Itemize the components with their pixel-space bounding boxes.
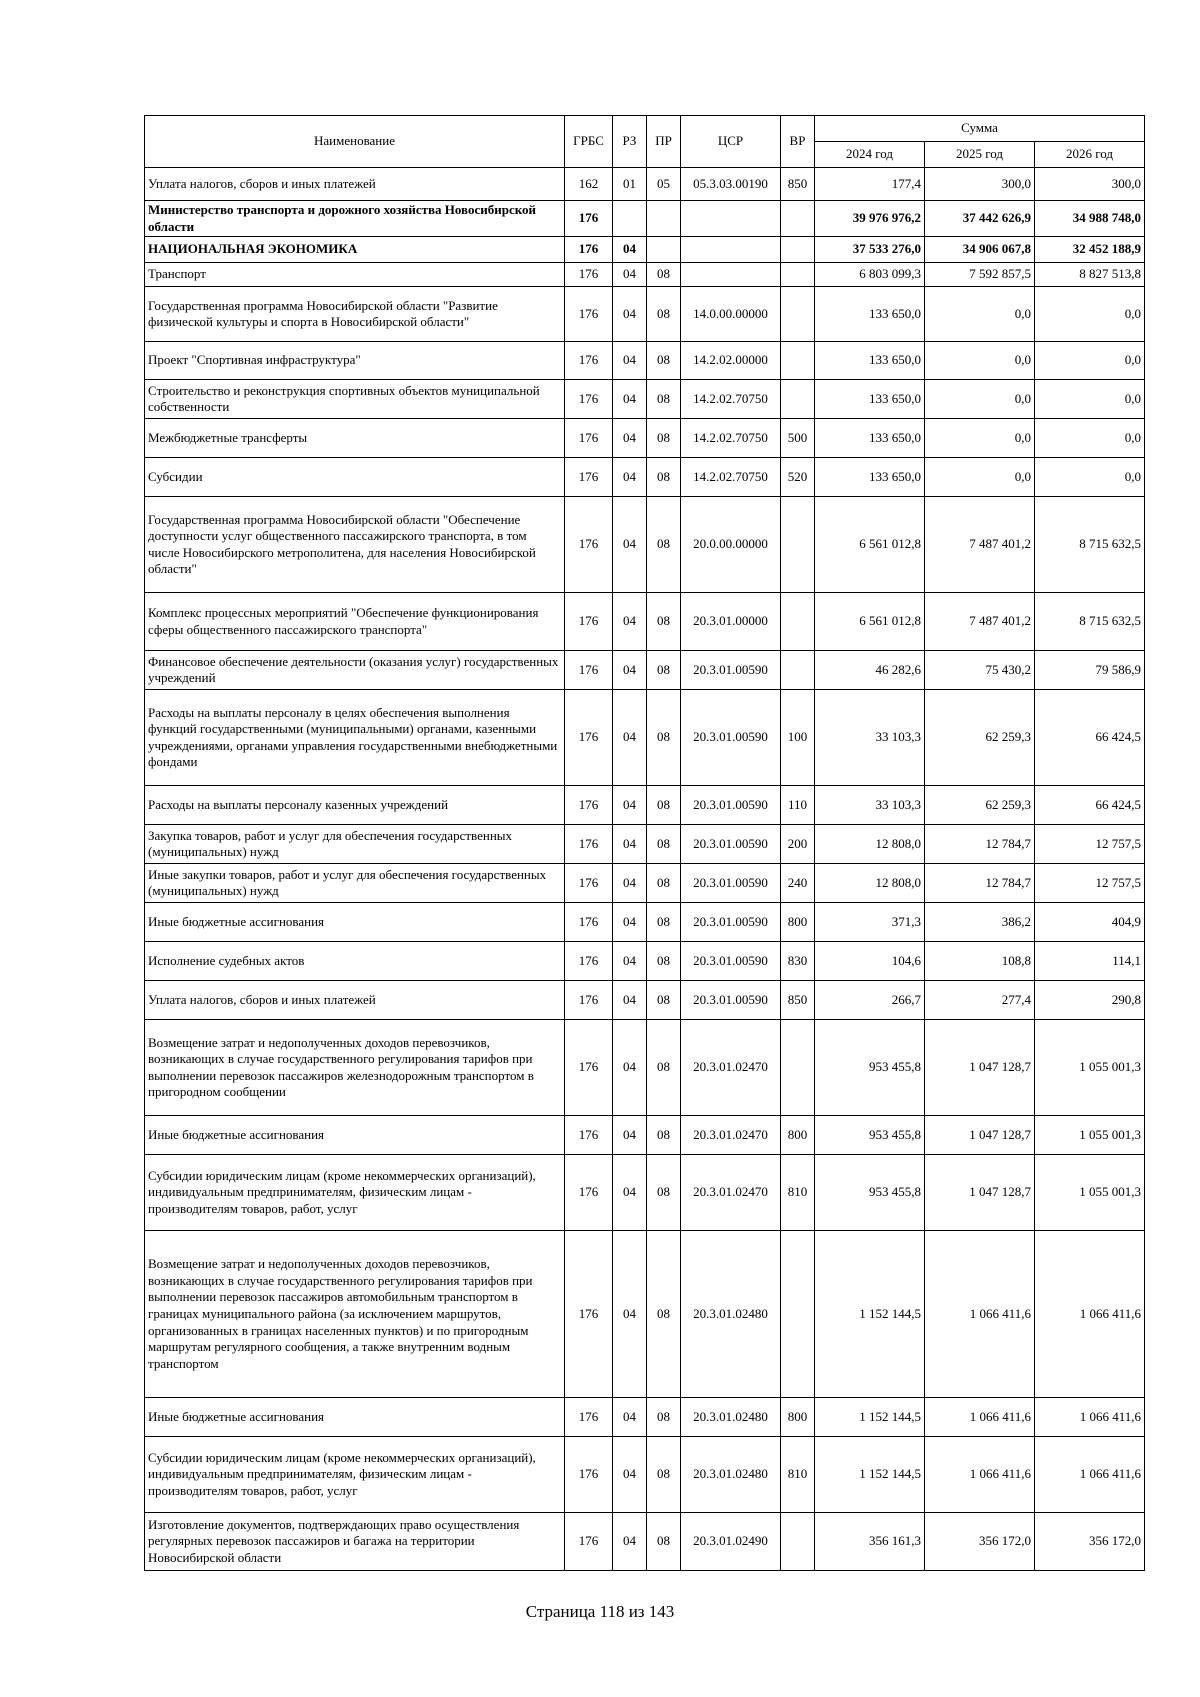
table-row bbox=[145, 942, 1145, 981]
cell-vr: 850 bbox=[781, 981, 815, 1020]
cell-csr: 20.3.01.00590 bbox=[681, 864, 781, 903]
cell-pr: 08 bbox=[647, 942, 681, 981]
cell-y2024: 33 103,3 bbox=[815, 690, 925, 786]
cell-rz: 04 bbox=[613, 942, 647, 981]
cell-y2024: 371,3 bbox=[815, 903, 925, 942]
cell-name: Проект "Спортивная инфраструктура" bbox=[145, 342, 565, 380]
cell-vr: 110 bbox=[781, 786, 815, 825]
cell-y2026: 32 452 188,9 bbox=[1035, 237, 1145, 263]
cell-y2025: 1 047 128,7 bbox=[925, 1020, 1035, 1116]
cell-y2024: 39 976 976,2 bbox=[815, 201, 925, 237]
cell-y2024: 133 650,0 bbox=[815, 458, 925, 497]
cell-pr: 08 bbox=[647, 786, 681, 825]
cell-y2025: 0,0 bbox=[925, 380, 1035, 419]
cell-pr: 08 bbox=[647, 1398, 681, 1437]
table-row bbox=[145, 690, 1145, 786]
cell-csr: 20.3.01.00590 bbox=[681, 942, 781, 981]
cell-y2024: 6 803 099,3 bbox=[815, 263, 925, 287]
table-row bbox=[145, 651, 1145, 690]
cell-csr: 20.3.01.00000 bbox=[681, 593, 781, 651]
cell-y2026: 79 586,9 bbox=[1035, 651, 1145, 690]
cell-name: Комплекс процессных мероприятий "Обеспечение функционирования сферы общественного пассажирского транспорта" bbox=[145, 593, 565, 651]
cell-rz: 04 bbox=[613, 237, 647, 263]
cell-y2024: 12 808,0 bbox=[815, 864, 925, 903]
cell-pr: 08 bbox=[647, 497, 681, 593]
cell-vr: 800 bbox=[781, 903, 815, 942]
cell-csr: 14.2.02.00000 bbox=[681, 342, 781, 380]
cell-rz: 04 bbox=[613, 903, 647, 942]
cell-rz: 04 bbox=[613, 825, 647, 864]
cell-y2026: 12 757,5 bbox=[1035, 825, 1145, 864]
cell-csr: 20.0.00.00000 bbox=[681, 497, 781, 593]
cell-y2025: 0,0 bbox=[925, 342, 1035, 380]
header-rz: РЗ bbox=[613, 116, 647, 168]
cell-grbs: 176 bbox=[565, 903, 613, 942]
cell-grbs: 176 bbox=[565, 1155, 613, 1231]
table-row bbox=[145, 380, 1145, 419]
cell-rz: 04 bbox=[613, 1398, 647, 1437]
cell-vr bbox=[781, 287, 815, 342]
cell-csr: 20.3.01.00590 bbox=[681, 825, 781, 864]
cell-pr: 08 bbox=[647, 1513, 681, 1571]
cell-rz: 04 bbox=[613, 342, 647, 380]
cell-y2026: 0,0 bbox=[1035, 419, 1145, 458]
cell-vr: 830 bbox=[781, 942, 815, 981]
cell-pr: 08 bbox=[647, 287, 681, 342]
cell-csr: 14.2.02.70750 bbox=[681, 380, 781, 419]
cell-y2026: 1 055 001,3 bbox=[1035, 1155, 1145, 1231]
cell-y2026: 1 055 001,3 bbox=[1035, 1116, 1145, 1155]
cell-y2024: 12 808,0 bbox=[815, 825, 925, 864]
cell-y2025: 34 906 067,8 bbox=[925, 237, 1035, 263]
cell-grbs: 176 bbox=[565, 1116, 613, 1155]
cell-y2024: 953 455,8 bbox=[815, 1116, 925, 1155]
table-row bbox=[145, 1155, 1145, 1231]
cell-grbs: 176 bbox=[565, 1020, 613, 1116]
cell-y2026: 356 172,0 bbox=[1035, 1513, 1145, 1571]
cell-pr: 08 bbox=[647, 903, 681, 942]
table-row bbox=[145, 903, 1145, 942]
cell-rz: 04 bbox=[613, 1513, 647, 1571]
cell-vr bbox=[781, 201, 815, 237]
cell-csr bbox=[681, 201, 781, 237]
cell-y2025: 300,0 bbox=[925, 168, 1035, 201]
cell-name: Субсидии юридическим лицам (кроме некоммерческих организаций), индивидуальным предпринимателям, физическим лицам - производителям товаров, работ, услуг bbox=[145, 1155, 565, 1231]
cell-grbs: 176 bbox=[565, 1513, 613, 1571]
cell-csr: 20.3.01.02480 bbox=[681, 1231, 781, 1398]
cell-csr: 20.3.01.00590 bbox=[681, 981, 781, 1020]
cell-grbs: 176 bbox=[565, 1231, 613, 1398]
cell-pr: 08 bbox=[647, 342, 681, 380]
cell-vr bbox=[781, 1513, 815, 1571]
cell-name: Исполнение судебных актов bbox=[145, 942, 565, 981]
header-year-2026: 2026 год bbox=[1035, 142, 1145, 168]
cell-rz: 04 bbox=[613, 690, 647, 786]
cell-y2024: 953 455,8 bbox=[815, 1020, 925, 1116]
cell-vr: 800 bbox=[781, 1116, 815, 1155]
cell-y2025: 1 066 411,6 bbox=[925, 1437, 1035, 1513]
cell-rz: 04 bbox=[613, 786, 647, 825]
cell-vr bbox=[781, 651, 815, 690]
cell-csr: 20.3.01.02470 bbox=[681, 1155, 781, 1231]
cell-y2024: 33 103,3 bbox=[815, 786, 925, 825]
cell-vr bbox=[781, 342, 815, 380]
cell-csr bbox=[681, 263, 781, 287]
cell-name: Возмещение затрат и недополученных доходов перевозчиков, возникающих в случае государственного регулирования тарифов при выполнении перевозок пассажиров железнодорожным транспортом в пригородном сообщении bbox=[145, 1020, 565, 1116]
cell-vr: 810 bbox=[781, 1437, 815, 1513]
cell-pr: 08 bbox=[647, 825, 681, 864]
cell-grbs: 176 bbox=[565, 825, 613, 864]
cell-grbs: 162 bbox=[565, 168, 613, 201]
cell-pr: 08 bbox=[647, 419, 681, 458]
table-row bbox=[145, 1231, 1145, 1398]
cell-csr: 20.3.01.02470 bbox=[681, 1020, 781, 1116]
cell-grbs: 176 bbox=[565, 981, 613, 1020]
table-row bbox=[145, 1116, 1145, 1155]
header-year-2024: 2024 год bbox=[815, 142, 925, 168]
cell-name: Возмещение затрат и недополученных доходов перевозчиков, возникающих в случае государственного регулирования тарифов при выполнении перевозок пассажиров автомобильным транспортом в границах муниципального района (за исключением маршрутов, организованных в границах населенных пунктов) и по пригородным маршрутам регулярного сообщения, а также внутренним водным транспортом bbox=[145, 1231, 565, 1398]
table-row bbox=[145, 1513, 1145, 1571]
cell-y2024: 177,4 bbox=[815, 168, 925, 201]
cell-y2025: 108,8 bbox=[925, 942, 1035, 981]
cell-name: Расходы на выплаты персоналу в целях обеспечения выполнения функций государственными (муниципальными) органами, казенными учреждениями, органами управления государственными внебюджетными фондами bbox=[145, 690, 565, 786]
header-sum: Сумма bbox=[815, 116, 1145, 142]
cell-y2026: 1 055 001,3 bbox=[1035, 1020, 1145, 1116]
cell-y2026: 0,0 bbox=[1035, 342, 1145, 380]
cell-y2026: 0,0 bbox=[1035, 380, 1145, 419]
cell-rz: 04 bbox=[613, 1437, 647, 1513]
cell-grbs: 176 bbox=[565, 497, 613, 593]
cell-y2025: 0,0 bbox=[925, 419, 1035, 458]
cell-y2026: 66 424,5 bbox=[1035, 690, 1145, 786]
cell-rz: 04 bbox=[613, 380, 647, 419]
cell-rz: 04 bbox=[613, 1155, 647, 1231]
cell-grbs: 176 bbox=[565, 864, 613, 903]
cell-y2026: 1 066 411,6 bbox=[1035, 1437, 1145, 1513]
cell-pr: 08 bbox=[647, 1020, 681, 1116]
cell-grbs: 176 bbox=[565, 942, 613, 981]
cell-rz: 04 bbox=[613, 497, 647, 593]
cell-y2026: 1 066 411,6 bbox=[1035, 1231, 1145, 1398]
cell-grbs: 176 bbox=[565, 690, 613, 786]
cell-csr: 14.0.00.00000 bbox=[681, 287, 781, 342]
cell-vr: 810 bbox=[781, 1155, 815, 1231]
cell-y2024: 46 282,6 bbox=[815, 651, 925, 690]
cell-y2025: 75 430,2 bbox=[925, 651, 1035, 690]
table-row bbox=[145, 342, 1145, 380]
cell-grbs: 176 bbox=[565, 287, 613, 342]
cell-vr: 850 bbox=[781, 168, 815, 201]
header-vr: ВР bbox=[781, 116, 815, 168]
cell-y2024: 133 650,0 bbox=[815, 342, 925, 380]
cell-rz: 04 bbox=[613, 593, 647, 651]
cell-grbs: 176 bbox=[565, 593, 613, 651]
cell-pr: 08 bbox=[647, 263, 681, 287]
cell-vr bbox=[781, 380, 815, 419]
cell-y2026: 0,0 bbox=[1035, 287, 1145, 342]
table-row bbox=[145, 237, 1145, 263]
header-name: Наименование bbox=[145, 116, 565, 168]
cell-rz: 04 bbox=[613, 981, 647, 1020]
cell-name: Иные бюджетные ассигнования bbox=[145, 1398, 565, 1437]
cell-y2025: 12 784,7 bbox=[925, 825, 1035, 864]
cell-rz: 04 bbox=[613, 651, 647, 690]
cell-y2025: 0,0 bbox=[925, 458, 1035, 497]
cell-y2025: 7 592 857,5 bbox=[925, 263, 1035, 287]
cell-csr: 20.3.01.02480 bbox=[681, 1398, 781, 1437]
cell-name: Финансовое обеспечение деятельности (оказания услуг) государственных учреждений bbox=[145, 651, 565, 690]
cell-y2025: 356 172,0 bbox=[925, 1513, 1035, 1571]
table-header bbox=[145, 116, 1145, 168]
cell-name: Строительство и реконструкция спортивных объектов муниципальной собственности bbox=[145, 380, 565, 419]
cell-vr bbox=[781, 593, 815, 651]
cell-y2025: 277,4 bbox=[925, 981, 1035, 1020]
cell-grbs: 176 bbox=[565, 380, 613, 419]
cell-vr: 240 bbox=[781, 864, 815, 903]
cell-y2024: 356 161,3 bbox=[815, 1513, 925, 1571]
cell-y2025: 62 259,3 bbox=[925, 786, 1035, 825]
cell-y2026: 114,1 bbox=[1035, 942, 1145, 981]
cell-name: Субсидии bbox=[145, 458, 565, 497]
cell-y2026: 300,0 bbox=[1035, 168, 1145, 201]
cell-csr: 20.3.01.00590 bbox=[681, 690, 781, 786]
cell-csr: 20.3.01.00590 bbox=[681, 651, 781, 690]
cell-y2024: 133 650,0 bbox=[815, 380, 925, 419]
cell-y2026: 34 988 748,0 bbox=[1035, 201, 1145, 237]
table-row bbox=[145, 419, 1145, 458]
cell-y2025: 12 784,7 bbox=[925, 864, 1035, 903]
cell-name: Государственная программа Новосибирской области "Развитие физической культуры и спорта в Новосибирской области" bbox=[145, 287, 565, 342]
cell-pr: 08 bbox=[647, 1116, 681, 1155]
cell-y2024: 6 561 012,8 bbox=[815, 497, 925, 593]
cell-name: Иные бюджетные ассигнования bbox=[145, 1116, 565, 1155]
cell-y2025: 7 487 401,2 bbox=[925, 593, 1035, 651]
cell-name: Расходы на выплаты персоналу казенных учреждений bbox=[145, 786, 565, 825]
cell-name: Министерство транспорта и дорожного хозяйства Новосибирской области bbox=[145, 201, 565, 237]
cell-grbs: 176 bbox=[565, 651, 613, 690]
table-row bbox=[145, 263, 1145, 287]
cell-y2025: 1 066 411,6 bbox=[925, 1398, 1035, 1437]
cell-rz: 01 bbox=[613, 168, 647, 201]
cell-grbs: 176 bbox=[565, 786, 613, 825]
cell-rz: 04 bbox=[613, 864, 647, 903]
table-row bbox=[145, 825, 1145, 864]
cell-grbs: 176 bbox=[565, 263, 613, 287]
cell-csr: 20.3.01.02470 bbox=[681, 1116, 781, 1155]
table-row bbox=[145, 1437, 1145, 1513]
cell-name: Межбюджетные трансферты bbox=[145, 419, 565, 458]
cell-y2026: 290,8 bbox=[1035, 981, 1145, 1020]
cell-pr: 08 bbox=[647, 981, 681, 1020]
cell-y2024: 266,7 bbox=[815, 981, 925, 1020]
cell-pr: 08 bbox=[647, 380, 681, 419]
cell-y2024: 953 455,8 bbox=[815, 1155, 925, 1231]
cell-grbs: 176 bbox=[565, 201, 613, 237]
cell-name: Уплата налогов, сборов и иных платежей bbox=[145, 981, 565, 1020]
cell-csr: 14.2.02.70750 bbox=[681, 458, 781, 497]
cell-pr: 08 bbox=[647, 1155, 681, 1231]
header-csr: ЦСР bbox=[681, 116, 781, 168]
page-number: Страница 118 из 143 bbox=[525, 1602, 675, 1621]
header-grbs: ГРБС bbox=[565, 116, 613, 168]
cell-pr bbox=[647, 237, 681, 263]
budget-table bbox=[144, 115, 1145, 1571]
cell-y2026: 8 715 632,5 bbox=[1035, 593, 1145, 651]
cell-y2026: 0,0 bbox=[1035, 458, 1145, 497]
cell-vr bbox=[781, 1231, 815, 1398]
table-row bbox=[145, 593, 1145, 651]
cell-y2025: 62 259,3 bbox=[925, 690, 1035, 786]
cell-grbs: 176 bbox=[565, 458, 613, 497]
cell-rz: 04 bbox=[613, 287, 647, 342]
cell-name: Иные бюджетные ассигнования bbox=[145, 903, 565, 942]
table-row bbox=[145, 497, 1145, 593]
cell-y2025: 7 487 401,2 bbox=[925, 497, 1035, 593]
cell-name: Закупка товаров, работ и услуг для обеспечения государственных (муниципальных) нужд bbox=[145, 825, 565, 864]
cell-y2025: 386,2 bbox=[925, 903, 1035, 942]
cell-grbs: 176 bbox=[565, 1398, 613, 1437]
cell-y2024: 133 650,0 bbox=[815, 287, 925, 342]
cell-name: Транспорт bbox=[145, 263, 565, 287]
cell-y2024: 1 152 144,5 bbox=[815, 1437, 925, 1513]
cell-vr: 800 bbox=[781, 1398, 815, 1437]
cell-y2024: 133 650,0 bbox=[815, 419, 925, 458]
header-pr: ПР bbox=[647, 116, 681, 168]
cell-y2026: 12 757,5 bbox=[1035, 864, 1145, 903]
cell-csr: 20.3.01.02490 bbox=[681, 1513, 781, 1571]
cell-pr: 08 bbox=[647, 593, 681, 651]
cell-pr: 08 bbox=[647, 1231, 681, 1398]
cell-csr bbox=[681, 237, 781, 263]
table-row bbox=[145, 786, 1145, 825]
cell-y2024: 1 152 144,5 bbox=[815, 1231, 925, 1398]
cell-y2025: 0,0 bbox=[925, 287, 1035, 342]
cell-y2026: 8 827 513,8 bbox=[1035, 263, 1145, 287]
cell-y2025: 1 047 128,7 bbox=[925, 1155, 1035, 1231]
cell-rz: 04 bbox=[613, 458, 647, 497]
cell-vr bbox=[781, 1020, 815, 1116]
header-year-2025: 2025 год bbox=[925, 142, 1035, 168]
cell-rz: 04 bbox=[613, 1231, 647, 1398]
cell-pr: 08 bbox=[647, 458, 681, 497]
cell-name: Изготовление документов, подтверждающих право осуществления регулярных перевозок пассажиров и багажа на территории Новосибирской области bbox=[145, 1513, 565, 1571]
cell-y2024: 37 533 276,0 bbox=[815, 237, 925, 263]
cell-rz bbox=[613, 201, 647, 237]
cell-pr: 05 bbox=[647, 168, 681, 201]
cell-y2025: 1 047 128,7 bbox=[925, 1116, 1035, 1155]
cell-pr: 08 bbox=[647, 1437, 681, 1513]
table-row bbox=[145, 981, 1145, 1020]
cell-csr: 20.3.01.02480 bbox=[681, 1437, 781, 1513]
cell-rz: 04 bbox=[613, 419, 647, 458]
cell-csr: 20.3.01.00590 bbox=[681, 786, 781, 825]
cell-y2026: 404,9 bbox=[1035, 903, 1145, 942]
cell-name: Государственная программа Новосибирской области "Обеспечение доступности услуг общественного пассажирского транспорта, в том числе Новосибирского метрополитена, для населения Новосибирской области" bbox=[145, 497, 565, 593]
table-row bbox=[145, 1398, 1145, 1437]
cell-pr: 08 bbox=[647, 651, 681, 690]
cell-grbs: 176 bbox=[565, 419, 613, 458]
cell-grbs: 176 bbox=[565, 237, 613, 263]
cell-y2026: 8 715 632,5 bbox=[1035, 497, 1145, 593]
cell-name: НАЦИОНАЛЬНАЯ ЭКОНОМИКА bbox=[145, 237, 565, 263]
cell-name: Иные закупки товаров, работ и услуг для обеспечения государственных (муниципальных) нужд bbox=[145, 864, 565, 903]
cell-name: Субсидии юридическим лицам (кроме некоммерческих организаций), индивидуальным предпринимателям, физическим лицам - производителям товаров, работ, услуг bbox=[145, 1437, 565, 1513]
cell-vr: 200 bbox=[781, 825, 815, 864]
table-row bbox=[145, 864, 1145, 903]
cell-vr: 520 bbox=[781, 458, 815, 497]
cell-vr: 500 bbox=[781, 419, 815, 458]
table-row bbox=[145, 168, 1145, 201]
cell-rz: 04 bbox=[613, 1116, 647, 1155]
table-body bbox=[145, 168, 1145, 1571]
cell-vr bbox=[781, 263, 815, 287]
cell-vr bbox=[781, 497, 815, 593]
table-row bbox=[145, 287, 1145, 342]
cell-grbs: 176 bbox=[565, 1437, 613, 1513]
cell-pr: 08 bbox=[647, 864, 681, 903]
cell-csr: 05.3.03.00190 bbox=[681, 168, 781, 201]
table-row bbox=[145, 458, 1145, 497]
cell-csr: 14.2.02.70750 bbox=[681, 419, 781, 458]
cell-name: Уплата налогов, сборов и иных платежей bbox=[145, 168, 565, 201]
table-row bbox=[145, 1020, 1145, 1116]
cell-y2026: 1 066 411,6 bbox=[1035, 1398, 1145, 1437]
cell-y2024: 104,6 bbox=[815, 942, 925, 981]
cell-rz: 04 bbox=[613, 1020, 647, 1116]
cell-csr: 20.3.01.00590 bbox=[681, 903, 781, 942]
cell-y2025: 37 442 626,9 bbox=[925, 201, 1035, 237]
cell-y2025: 1 066 411,6 bbox=[925, 1231, 1035, 1398]
cell-grbs: 176 bbox=[565, 342, 613, 380]
cell-y2026: 66 424,5 bbox=[1035, 786, 1145, 825]
cell-rz: 04 bbox=[613, 263, 647, 287]
table-row bbox=[145, 201, 1145, 237]
cell-pr: 08 bbox=[647, 690, 681, 786]
cell-y2024: 6 561 012,8 bbox=[815, 593, 925, 651]
cell-vr bbox=[781, 237, 815, 263]
cell-y2024: 1 152 144,5 bbox=[815, 1398, 925, 1437]
cell-vr: 100 bbox=[781, 690, 815, 786]
cell-pr bbox=[647, 201, 681, 237]
